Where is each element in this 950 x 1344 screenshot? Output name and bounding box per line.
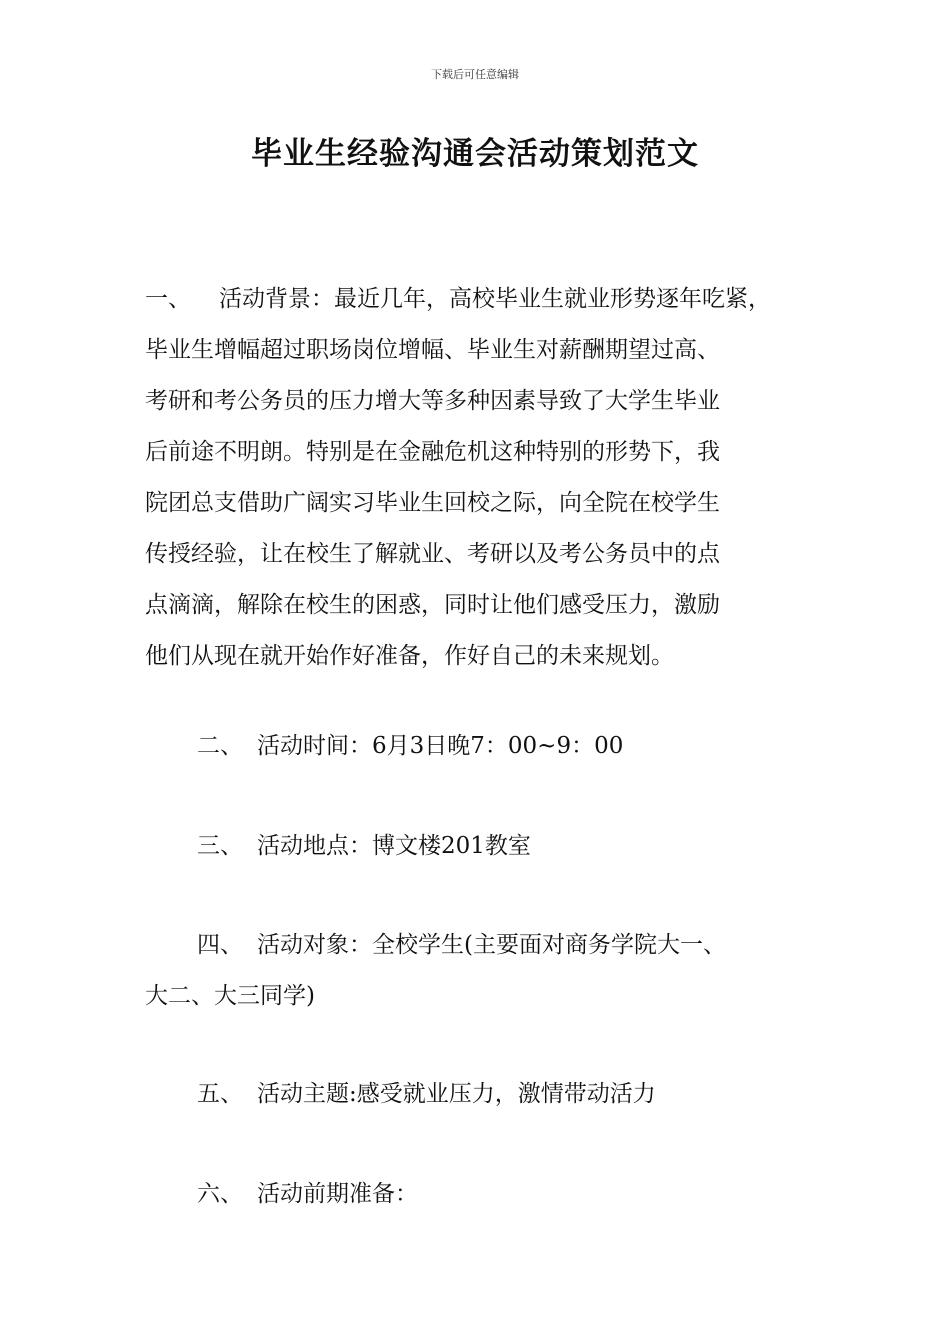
document-title: 毕业生经验沟通会活动策划范文 [251,136,699,172]
section-number: 一、 [145,286,191,312]
section-line: 他们从现在就开始作好准备，作好自己的未来规划。 [145,643,674,669]
section-line [145,274,835,325]
section-line: 点滴滴，解除在校生的困惑，同时让他们感受压力，激励 [145,592,720,618]
section-number: 六、 [197,1181,243,1207]
section-line: 传授经验，让在校生了解就业、考研以及考公务员中的点 [145,541,720,567]
section-line [145,1169,835,1220]
section-text: 活动对象：全校学生(主要面对商务学院大一、 [257,932,726,958]
section-line [145,1069,835,1120]
section-number: 二、 [197,733,243,759]
section-background [145,274,835,682]
section-line: 后前途不明朗。特别是在金融危机这种特别的形势下，我 [145,439,720,465]
section-text: 活动时间：6月3日晚7：00~9：00 [257,733,624,759]
section-location [145,821,835,872]
section-line [145,721,835,772]
section-line: 考研和考公务员的压力增大等多种因素导致了大学生毕业 [145,388,720,414]
section-text: 活动地点：博文楼201教室 [257,833,531,859]
section-line: 大二、大三同学) [145,983,315,1009]
header-note: 下载后可任意编辑 [431,68,519,81]
section-text: 活动主题:感受就业压力，激情带动活力 [257,1081,656,1107]
section-line [145,821,835,872]
section-line [145,920,835,971]
section-text: 活动前期准备： [257,1181,418,1207]
section-number: 三、 [197,833,243,859]
section-text: 活动背景：最近几年，高校毕业生就业形势逐年吃紧， [219,286,771,312]
section-line: 毕业生增幅超过职场岗位增幅、毕业生对薪酬期望过高、 [145,337,720,363]
section-number: 四、 [197,932,243,958]
section-theme [145,1069,835,1120]
section-audience [145,920,835,1022]
section-number: 五、 [197,1081,243,1107]
section-time [145,721,835,772]
section-preparation [145,1169,835,1220]
section-line: 院团总支借助广阔实习毕业生回校之际，向全院在校学生 [145,490,720,516]
